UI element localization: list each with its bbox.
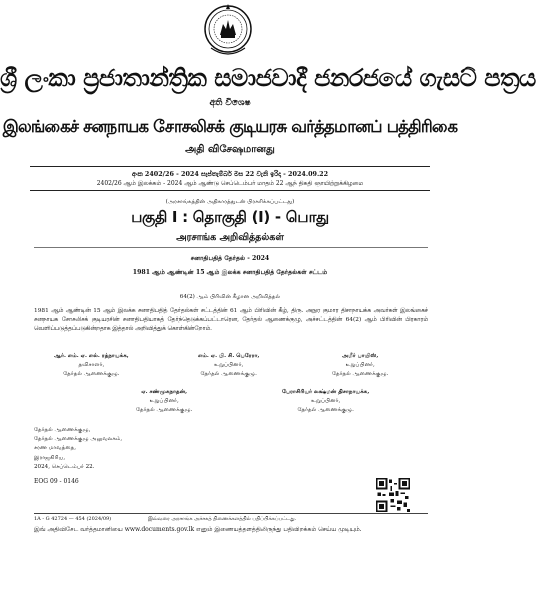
act-title: 1981 ஆம் ஆண்டின் 15 ஆம் இலக்க சனாதிபதித் தேர்தல்கள் சட்டம் <box>132 269 328 276</box>
published-by-authority: (அரசாங்கத்தின் அதிகாரத்துடன் பிரசுரிக்கப்பட்டது) <box>165 199 295 205</box>
download-note: இவ் அதிவிசேட வர்த்தமானியை www.documents.gov.lk எனும் இணையத்தளத்திலிருந்து பதிவிறக்கம் செய்ய முடியும். <box>34 526 362 533</box>
section-reference: 64(2) ஆம் பிரிவின் கீழான அறிவித்தல் <box>179 294 281 300</box>
part-title: பகுதி I : தொகுதி (I) - பொது <box>131 208 329 226</box>
signatory-role: உறுப்பினர், <box>214 362 244 368</box>
signatory-4 <box>136 388 192 415</box>
state-emblem-icon <box>203 2 253 58</box>
signatory-body: தேர்தல் ஆணைக்குழு. <box>200 371 257 377</box>
signatory-role: உறுப்பினர், <box>345 362 375 368</box>
office-address <box>34 426 122 472</box>
signatory-5 <box>282 388 369 415</box>
qr-code-icon <box>376 478 410 512</box>
divider <box>30 190 430 191</box>
issue-line-tamil: 2402/26 ஆம் இலக்கம் - 2024 ஆம் ஆண்டு செப்டெம்பர் மாதம் 22 ஆந் திகதி ஞாயிற்றுக்கிழமை <box>96 180 364 187</box>
sinhala-extraordinary-label: අති විශෙෂ <box>209 98 251 108</box>
divider <box>30 166 430 167</box>
section-title: அரசாங்க அறிவித்தல்கள் <box>176 232 284 243</box>
notice-paragraph: 1981 ஆம் ஆண்டின் 15 ஆம் இலக்க சனாதிபதித் தேர்தல்கள் சட்டத்தின் 61 ஆம் பிரிவின் கீழ், திரு. அநுர குமார திசாநாயக்க அவர்கள் இலங்கைச் சனநாயக சோசலிசக் குடியரசின் சனாதிபதியாகத் தேர்ந்தெடுக்கப்பட்டாரென, தேர்தல் ஆணைக்குழு, அச்சட்டத்தின் 64(2) ஆம் பிரிவின் பிரகாரம் வெளிப்படுத்தப்படுகின்றதாக இத்தால் அறிவித்துக் கொள்கின்றோம். <box>34 308 428 333</box>
tamil-gazette-title: இலங்கைச் சனநாயக சோசலிசக் குடியரசு வர்த்தமானப் பத்திரிகை <box>2 117 458 136</box>
office-line: சரண மாவத்தை, <box>34 445 77 452</box>
divider <box>34 513 428 514</box>
office-line: தேர்தல் ஆணைக்குழு, <box>34 427 91 433</box>
signatory-name: ஏ. சண்முகநாதன், <box>141 389 188 395</box>
signatory-body: தேர்தல் ஆணைக்குழு. <box>297 407 354 413</box>
signatory-body: தேர்தல் ஆணைக்குழு. <box>332 371 389 377</box>
signatory-1 <box>54 352 129 379</box>
printed-at-note: இவ்வரை அரசாங்க அச்சகத் திணைக்களத்தில் பதிப்பிக்கப்பட்டது. <box>148 516 297 522</box>
divider <box>34 247 428 248</box>
signatory-name: ஆர். எம். ஏ. எல். ரத்நாயக்க, <box>54 353 129 359</box>
signatory-2 <box>198 352 259 379</box>
office-line: தேர்தல் ஆணைக்குழு அலுவலகம், <box>34 436 123 443</box>
tamil-extraordinary-label: அதி விசேஷமானது <box>185 144 275 155</box>
office-line: இராஜகிரிய, <box>34 454 66 461</box>
egc-code: EOG 09 - 0146 <box>34 478 79 485</box>
office-date: 2024, செப்டெம்பர் 22. <box>34 463 95 470</box>
signatory-role: உறுப்பினர், <box>149 398 179 404</box>
issue-line-sinhala: අංක 2402/26 - 2024 සැප්තැම්බර් මස 22 වැනි ඉරිදා - 2024.09.22 <box>131 170 329 178</box>
signatory-name: அமீர் பாயிஸ், <box>341 353 379 359</box>
signatory-body: தேர்தல் ஆணைக்குழு. <box>63 371 120 377</box>
election-title: சனாதிபதித் தேர்தல் - 2024 <box>190 255 270 262</box>
signatory-name: எம். ஏ. பி. சி. பெரேரா, <box>198 353 260 359</box>
signatory-name: பேராசிரியர் லக்ஷ்மன் திசாநாயக்க, <box>282 389 370 395</box>
signatory-role: தவிசாளர், <box>78 362 105 368</box>
print-code: 1A - G 42724 — 454 (2024/09) <box>34 516 112 522</box>
signatory-3 <box>332 352 388 379</box>
signatory-role: உறுப்பினர், <box>311 398 341 404</box>
sinhala-gazette-title: ශ්‍රී ලංකා ප්‍රජාතාන්ත්‍රික සමාජවාදී ජනරජයේ ගැසට් පත්‍රය <box>0 64 536 92</box>
signatory-body: தேர்தல் ஆணைக்குழு. <box>136 407 193 413</box>
